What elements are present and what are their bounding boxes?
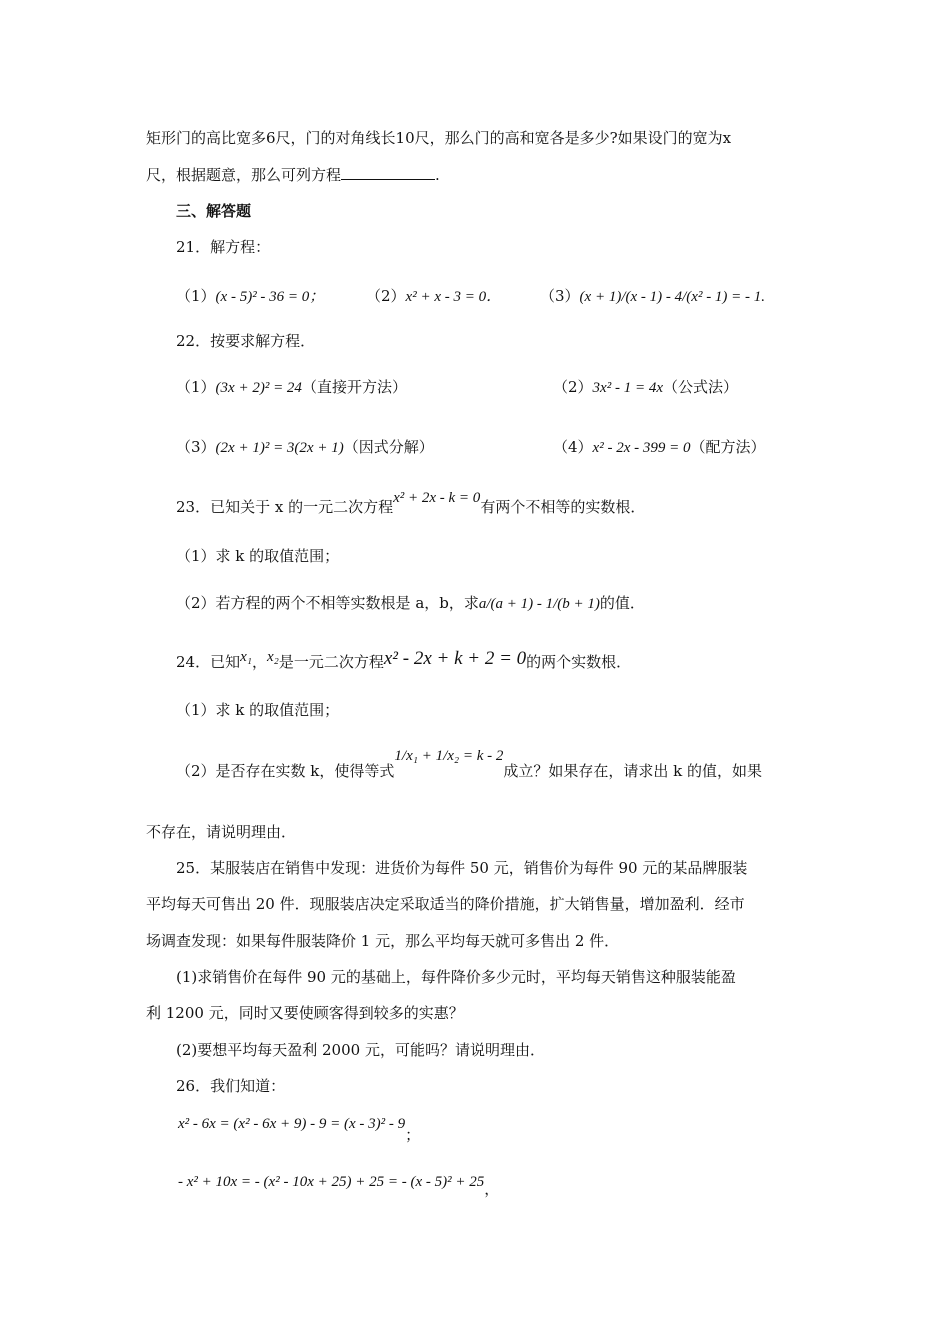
q22-p4-method: （配方法） — [690, 438, 766, 456]
q23-s2-post: 的值． — [599, 594, 645, 612]
q26-eq2-line — [178, 1170, 500, 1198]
q22-p2-label: （2） — [553, 378, 593, 396]
q20-line2-end: . — [435, 166, 440, 184]
q26-eq2-end: ， — [484, 1180, 500, 1198]
q24-s2-pre: （2）是否存在实数 k，使得等式 — [176, 762, 395, 780]
q25-line4: (1)求销售价在每件 90 元的基础上，每件降价多少元时，平均每天销售这种服装能盈 — [176, 968, 736, 986]
q20-line2-text: 尺，根据题意，那么可列方程 — [146, 166, 342, 184]
q21-p3-equation: (x + 1)/(x - 1) - 4/(x² - 1) = - 1. — [579, 289, 766, 305]
q25-line1: 25．某服装店在销售中发现：进货价为每件 50 元，销售价为每件 90 元的某品牌服装 — [176, 859, 748, 877]
q22-p1-method: （直接开方法） — [301, 378, 407, 396]
section-heading: 三、解答题 — [176, 202, 252, 220]
q24-s2-post: 成立？如果存在，请求出 k 的值，如果 — [503, 762, 763, 780]
q25-line5: 利 1200 元，同时又要使顾客得到较多的实惠？ — [146, 1004, 464, 1022]
q22-p2-equation: 3x² - 1 = 4x — [592, 380, 663, 396]
q24-sub2-cont: 不存在，请说明理由． — [146, 823, 297, 841]
q22-p4-label: （4） — [553, 438, 593, 456]
q22-title: 22．按要求解方程． — [176, 332, 316, 350]
q22-part2 — [553, 376, 738, 399]
q26-eq1: x² - 6x = (x² - 6x + 9) - 9 = (x - 3)² - 9 — [178, 1116, 406, 1132]
q22-part3 — [176, 436, 434, 459]
q20-line2 — [146, 164, 440, 186]
q22-p1-label: （1） — [176, 378, 216, 396]
q21-p3-label: （3） — [540, 287, 580, 305]
q24-post: 的两个实数根． — [526, 653, 632, 671]
q23-pre: 23．已知关于 x 的一元二次方程 — [176, 498, 394, 516]
q21-p1-label: （1） — [176, 287, 216, 305]
q24-mid: 是一元二次方程 — [278, 653, 384, 671]
q26-eq1-line — [178, 1112, 421, 1144]
q24-s2-expression: 1/x₁ + 1/x₂ = k - 2 — [394, 748, 504, 764]
q22-p3-label: （3） — [176, 438, 216, 456]
q24-stem — [176, 648, 632, 674]
q24-sep: ， — [251, 653, 267, 671]
q22-p1-equation: (3x + 2)² = 24 — [215, 380, 302, 396]
q24-equation: x² - 2x + k + 2 = 0 — [383, 648, 527, 669]
q22-p2-method: （公式法） — [662, 378, 738, 396]
q26-title: 26．我们知道： — [176, 1077, 286, 1095]
q25-line3: 场调查发现：如果每件服装降价 1 元，那么平均每天就可多售出 2 件． — [146, 932, 620, 950]
q24-x2: x₂ — [266, 649, 279, 665]
q22-part4 — [553, 436, 766, 459]
q21-part2 — [366, 285, 501, 308]
q23-s2-pre: （2）若方程的两个不相等实数根是 a，b，求 — [176, 594, 479, 612]
q23-stem — [176, 490, 646, 519]
q23-sub1: （1）求 k 的取值范围； — [176, 547, 340, 565]
q23-equation: x² + 2x - k = 0 — [393, 490, 481, 506]
q21-part3 — [540, 285, 765, 308]
q21-p2-equation: x² + x - 3 = 0． — [405, 289, 502, 305]
q21-part1 — [176, 285, 324, 308]
q24-pre: 24．已知 — [176, 653, 241, 671]
q26-eq2: - x² + 10x = - (x² - 10x + 25) + 25 = - (x - 5)² + 25 — [178, 1174, 485, 1190]
q23-post: 有两个不相等的实数根． — [480, 498, 646, 516]
q24-x1: x₁ — [240, 649, 252, 665]
q22-p3-equation: (2x + 1)² = 3(2x + 1) — [215, 440, 344, 456]
q20-line1: 矩形门的高比宽多6尺，门的对角线长10尺，那么门的高和宽各是多少?如果设门的宽为x — [146, 129, 732, 147]
q26-eq1-end: ； — [405, 1126, 421, 1144]
answer-blank — [341, 165, 435, 180]
q25-line2: 平均每天可售出 20 件．现服装店决定采取适当的降价措施，扩大销售量，增加盈利．经市 — [146, 895, 745, 913]
q24-sub2 — [176, 748, 763, 783]
q24-sub1: （1）求 k 的取值范围； — [176, 701, 340, 719]
q23-sub2 — [176, 592, 645, 615]
q25-line6: (2)要想平均每天盈利 2000 元，可能吗？请说明理由． — [176, 1041, 545, 1059]
q21-title: 21．解方程： — [176, 238, 271, 256]
q22-p3-method: （因式分解） — [343, 438, 434, 456]
q21-p1-equation: (x - 5)² - 36 = 0； — [215, 289, 325, 305]
q23-s2-expression: a/(a + 1) - 1/(b + 1) — [478, 596, 600, 612]
q21-p2-label: （2） — [366, 287, 406, 305]
q22-part1 — [176, 376, 407, 399]
q22-p4-equation: x² - 2x - 399 = 0 — [592, 440, 691, 456]
